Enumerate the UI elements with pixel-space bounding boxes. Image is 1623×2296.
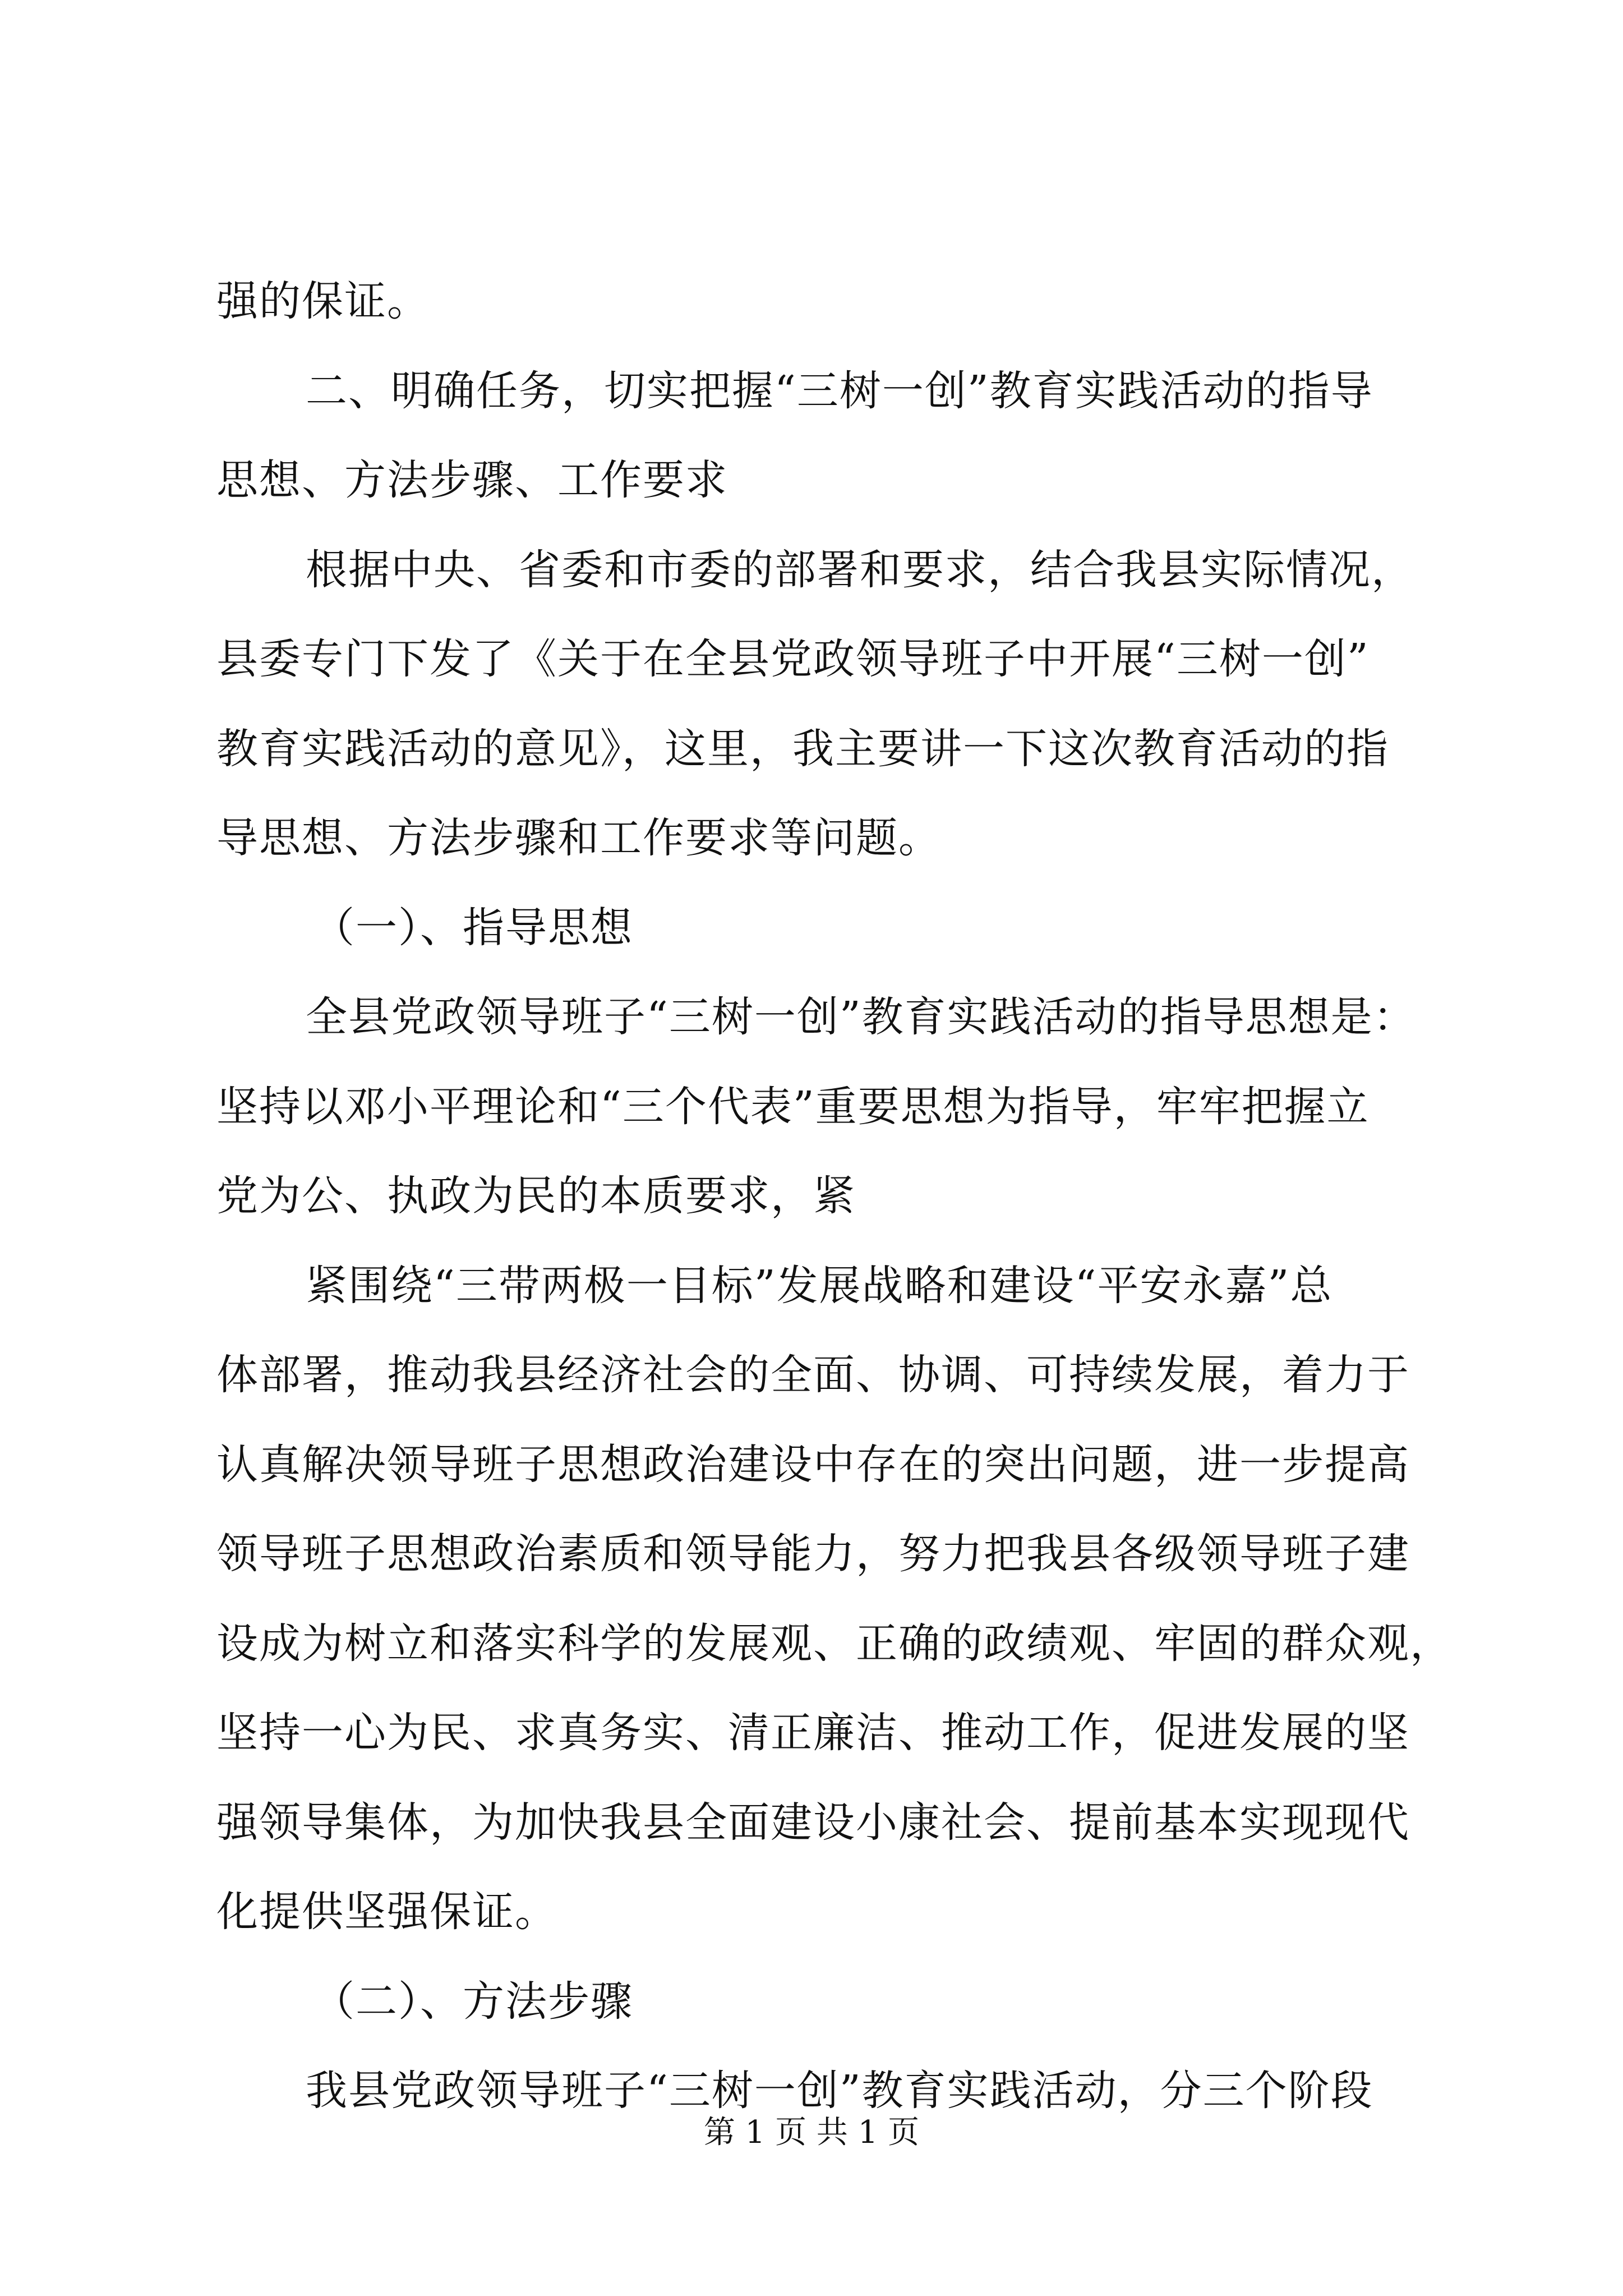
body-line-17: 坚持一心为民、求真务实、清正廉洁、推动工作，促进发展的坚 xyxy=(216,1709,1410,1757)
body-line-16: 设成为树立和落实科学的发展观、正确的政绩观、牢固的群众观， xyxy=(216,1619,1453,1668)
body-line-14: 认真解决领导班子思想政治建设中存在的突出问题，进一步提高 xyxy=(216,1441,1410,1489)
body-line-13: 体部署，推动我县经济社会的全面、协调、可持续发展，着力于 xyxy=(216,1351,1410,1399)
body-line-21: 我县党政领导班子“三树一创”教育实践活动，分三个阶段 xyxy=(306,2067,1373,2115)
body-line-12: 紧围绕“三带两极一目标”发展战略和建设“平安永嘉”总 xyxy=(306,1262,1333,1310)
body-line-10: 坚持以邓小平理论和“三个代表”重要思想为指导，牢牢把握立 xyxy=(216,1083,1370,1131)
body-line-9: 全县党政领导班子“三树一创”教育实践活动的指导思想是： xyxy=(306,993,1416,1041)
page-footer: 第 1 页 共 1 页 xyxy=(703,2114,920,2151)
body-line-15: 领导班子思想政治素质和领导能力，努力把我县各级领导班子建 xyxy=(216,1530,1410,1578)
body-line-18: 强领导集体，为加快我县全面建设小康社会、提前基本实现现代 xyxy=(216,1798,1410,1847)
section-heading-2-cont: 思想、方法步骤、工作要求 xyxy=(216,456,728,504)
body-line-4: 根据中央、省委和市委的部署和要求，结合我县实际情况， xyxy=(306,546,1414,594)
body-line-6: 教育实践活动的意见》，这里，我主要讲一下这次教育活动的指 xyxy=(216,725,1389,773)
body-line-11: 党为公、执政为民的本质要求，紧 xyxy=(216,1172,856,1220)
body-line-19: 化提供坚强保证。 xyxy=(216,1888,557,1936)
body-line-7: 导思想、方法步骤和工作要求等问题。 xyxy=(216,814,941,862)
subheading-guiding-thought: （一）、指导思想 xyxy=(313,904,633,952)
subheading-method-steps: （二）、方法步骤 xyxy=(313,1977,633,2026)
body-line-5: 县委专门下发了《关于在全县党政领导班子中开展“三树一创” xyxy=(216,635,1370,683)
body-line-1: 强的保证。 xyxy=(216,277,430,325)
section-heading-2: 二、明确任务，切实把握“三树一创”教育实践活动的指导 xyxy=(306,367,1373,415)
